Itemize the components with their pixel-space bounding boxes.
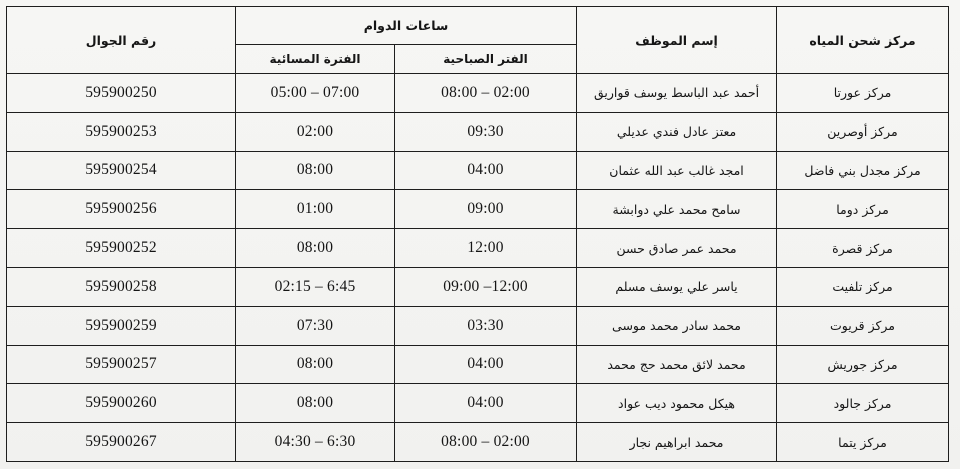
employee-name-cell: [577, 345, 777, 384]
morning-shift-text: 04:00: [467, 394, 504, 412]
employee-name-cell: [577, 74, 777, 113]
table-row: [7, 190, 949, 229]
morning-shift-cell: [395, 306, 577, 345]
center-name-text: مركز جوريش: [827, 356, 898, 372]
center-name-text: مركز يتما: [838, 434, 887, 450]
evening-shift-text: 08:00: [296, 394, 334, 412]
center-name-text: مركز تلفيت: [832, 279, 893, 295]
center-name-cell: [777, 151, 949, 190]
water-centers-schedule-table: [6, 6, 949, 462]
table-row: [7, 267, 949, 306]
morning-shift-cell: [395, 267, 577, 306]
mobile-number-text: 595900254: [85, 161, 157, 179]
morning-shift-text: 12:00: [467, 239, 504, 257]
morning-shift-cell: [395, 229, 577, 268]
center-name-cell: [777, 306, 949, 345]
morning-shift-cell: [395, 112, 577, 151]
table-row: [7, 384, 949, 423]
evening-shift-cell: [236, 112, 395, 151]
mobile-number-cell: [7, 384, 236, 423]
employee-name-text: محمد سادر محمد موسى: [612, 318, 741, 334]
morning-shift-cell: [395, 384, 577, 423]
employee-name-cell: [577, 190, 777, 229]
employee-name-cell: [577, 229, 777, 268]
mobile-number-text: 595900252: [85, 239, 157, 257]
table-row: [7, 306, 949, 345]
table-header-row: [7, 7, 949, 45]
evening-shift-text: 04:30 – 6:30: [274, 433, 356, 451]
table-row: [7, 423, 949, 462]
center-name-cell: [777, 74, 949, 113]
center-name-text: مركز دوما: [836, 201, 889, 217]
center-name-cell: [777, 345, 949, 384]
evening-shift-cell: [236, 306, 395, 345]
morning-shift-cell: [395, 74, 577, 113]
center-name-text: مركز عورتا: [833, 85, 892, 101]
morning-shift-text: 09:00: [467, 200, 504, 218]
header-mobile: رقم الجوال: [7, 7, 236, 74]
employee-name-text: سامح محمد علي دوابشة: [612, 201, 741, 217]
mobile-number-text: 595900267: [85, 433, 157, 451]
mobile-number-text: 595900258: [85, 277, 157, 295]
header-working-hours: ساعات الدوام: [236, 7, 577, 45]
mobile-number-cell: [7, 190, 236, 229]
employee-name-text: معتز عادل فندي عديلي: [616, 124, 737, 140]
mobile-number-text: 595900250: [85, 83, 157, 101]
header-center: مركز شحن المياه: [777, 7, 949, 74]
morning-shift-text: 09:00 –12:00: [443, 277, 528, 295]
morning-shift-text: 08:00 – 02:00: [441, 433, 530, 451]
evening-shift-cell: [236, 423, 395, 462]
employee-name-text: ياسر علي يوسف مسلم: [615, 279, 738, 295]
employee-name-text: محمد عمر صادق حسن: [616, 240, 737, 256]
header-morning-shift: الفتر الصباحية: [395, 45, 577, 74]
center-name-cell: [777, 190, 949, 229]
morning-shift-text: 04:00: [467, 161, 504, 179]
employee-name-text: محمد لائق محمد حج محمد: [607, 356, 746, 372]
mobile-number-cell: [7, 345, 236, 384]
employee-name-text: محمد ابراهيم نجار: [629, 434, 724, 450]
mobile-number-text: 595900259: [85, 316, 157, 334]
evening-shift-cell: [236, 267, 395, 306]
evening-shift-cell: [236, 190, 395, 229]
center-name-text: مركز مجدل بني فاضل: [804, 162, 921, 178]
mobile-number-text: 595900260: [85, 394, 157, 412]
evening-shift-text: 02:00: [296, 122, 334, 140]
center-name-text: مركز قصرة: [832, 240, 893, 256]
mobile-number-text: 595900257: [85, 355, 157, 373]
employee-name-cell: [577, 423, 777, 462]
center-name-cell: [777, 267, 949, 306]
evening-shift-text: 07:30: [296, 316, 334, 334]
evening-shift-cell: [236, 384, 395, 423]
morning-shift-cell: [395, 345, 577, 384]
center-name-cell: [777, 229, 949, 268]
morning-shift-text: 09:30: [467, 122, 504, 140]
employee-name-cell: [577, 112, 777, 151]
center-name-cell: [777, 423, 949, 462]
evening-shift-cell: [236, 74, 395, 113]
evening-shift-cell: [236, 229, 395, 268]
evening-shift-cell: [236, 345, 395, 384]
center-name-cell: [777, 384, 949, 423]
morning-shift-text: 04:00: [467, 355, 504, 373]
center-name-text: مركز جالود: [833, 395, 892, 411]
employee-name-text: أحمد عبد الباسط يوسف قواريق: [593, 85, 760, 101]
table-row: [7, 229, 949, 268]
mobile-number-cell: [7, 74, 236, 113]
mobile-number-text: 595900253: [85, 122, 157, 140]
evening-shift-text: 08:00: [296, 355, 334, 373]
mobile-number-cell: [7, 229, 236, 268]
employee-name-cell: [577, 384, 777, 423]
evening-shift-text: 08:00: [296, 161, 334, 179]
employee-name-cell: [577, 151, 777, 190]
center-name-text: مركز أوصرين: [827, 124, 898, 140]
center-name-text: مركز قريوت: [830, 318, 896, 334]
morning-shift-text: 03:30: [467, 316, 504, 334]
evening-shift-text: 05:00 – 07:00: [270, 83, 360, 101]
mobile-number-cell: [7, 151, 236, 190]
mobile-number-cell: [7, 267, 236, 306]
employee-name-cell: [577, 306, 777, 345]
evening-shift-text: 08:00: [296, 239, 334, 257]
employee-name-text: هيكل محمود ديب عواد: [618, 395, 735, 411]
mobile-number-text: 595900256: [85, 200, 157, 218]
header-employee: إسم الموظف: [577, 7, 777, 74]
mobile-number-cell: [7, 306, 236, 345]
evening-shift-text: 01:00: [296, 200, 334, 218]
mobile-number-cell: [7, 112, 236, 151]
table-row: [7, 112, 949, 151]
mobile-number-cell: [7, 423, 236, 462]
evening-shift-cell: [236, 151, 395, 190]
morning-shift-cell: [395, 423, 577, 462]
table-row: [7, 74, 949, 113]
table-row: [7, 151, 949, 190]
center-name-cell: [777, 112, 949, 151]
morning-shift-cell: [395, 190, 577, 229]
header-evening-shift: الفترة المسائية: [236, 45, 395, 74]
morning-shift-cell: [395, 151, 577, 190]
employee-name-text: امجد غالب عبد الله عثمان: [609, 162, 744, 178]
table-row: [7, 345, 949, 384]
employee-name-cell: [577, 267, 777, 306]
evening-shift-text: 02:15 – 6:45: [274, 277, 356, 295]
morning-shift-text: 08:00 – 02:00: [441, 83, 530, 101]
